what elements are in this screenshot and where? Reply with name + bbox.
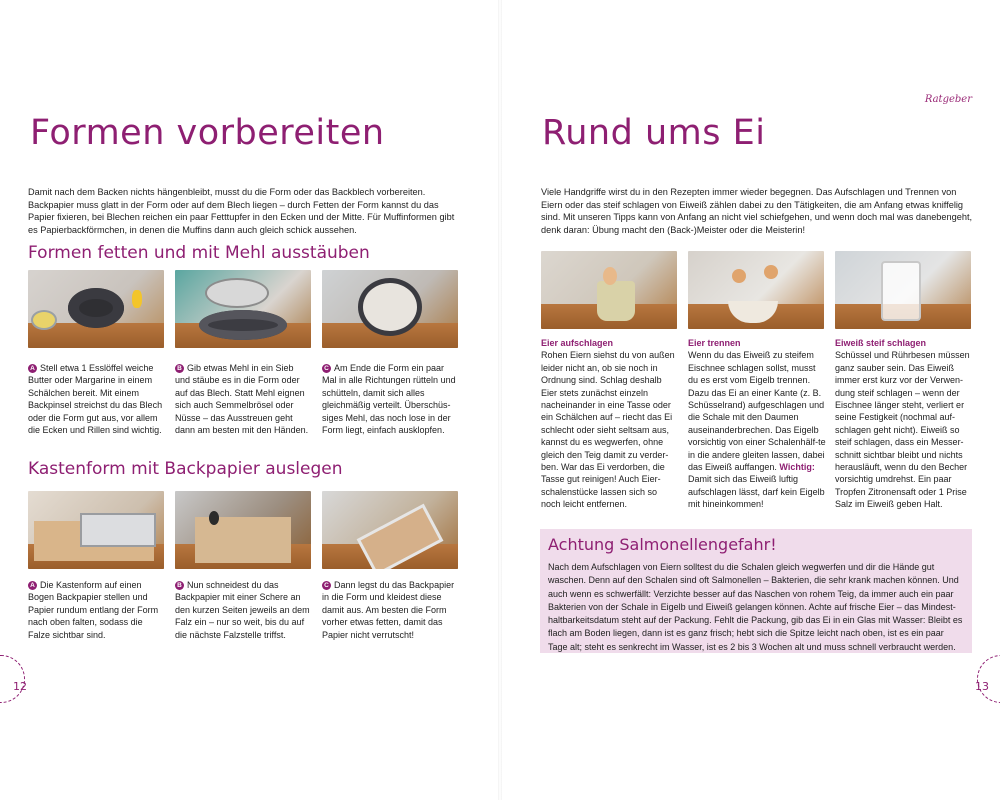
loaf-pan-shape (80, 513, 156, 547)
page-corner-arc-left (0, 655, 25, 703)
photo-sifting-flour (175, 270, 311, 348)
step-text-fetten-c (322, 362, 458, 436)
running-head: Ratgeber (924, 94, 972, 105)
important-label: Wichtig: (779, 462, 815, 473)
step-text-kasten-b (175, 579, 311, 641)
eggshell-shape (732, 269, 746, 283)
egg-step-title: Eiweiß steif schlagen (835, 338, 927, 348)
step-text-kasten-c (322, 579, 458, 641)
warning-title: Achtung Salmonellengefahr! (548, 535, 777, 554)
butter-bowl-shape (31, 310, 57, 330)
step-text: Die Kastenform auf einen Bogen Backpapier stellen und Papier rundum entlang der Form nach oben falten, sodass die Falze sichtbar sind. (28, 580, 159, 640)
lined-loaf-pan-shape (357, 504, 444, 569)
salmonella-warning-box (540, 529, 972, 653)
important-text: Damit sich das Eiweiß luftig aufschlagen lässt, darf kein Eigelb mit hineinkommen! (688, 474, 825, 510)
step-badge: B (175, 581, 184, 590)
section-heading-fetten: Formen fetten und mit Mehl ausstäuben (28, 243, 370, 263)
photo-cracking-egg (541, 251, 677, 329)
egg-step-title: Eier trennen (688, 338, 741, 348)
step-text-fetten-a (28, 362, 164, 436)
photo-loaf-pan-paper (28, 491, 164, 569)
step-badge: C (322, 364, 331, 373)
step-badge: B (175, 364, 184, 373)
step-text: Nun schneidest du das Backpapier mit einer Schere an den kurzen Seiten jeweils an dem Falz ein – nur so weit, bis du auf die nächste Falzstelle triffst. (175, 580, 310, 640)
right-page-number: 13 (975, 680, 989, 693)
page-corner-arc-right (977, 655, 1000, 703)
floured-pan-shape (358, 278, 422, 336)
section-heading-kastenform: Kastenform mit Backpapier auslegen (28, 459, 343, 479)
egg-step-text: Rohen Eiern siehst du von außen leider nicht an, ob sie noch in Ordnung sind. Schlag deshalb Eier stets zunächst einzeln nacheinander in eine Tasse oder ein Schälchen auf – riecht das Ei schlecht oder sieht seltsam aus, kannst du es wegwerfen, ohne gleich den Teig damit zu verder-ben. War das Ei verdorben, die Tasse gut reinigen! Auch Eier-schalenstücke lassen sich so noch leicht entfernen. (541, 350, 675, 510)
step-badge: A (28, 581, 37, 590)
left-page-number: 12 (13, 680, 27, 693)
egg-step-aufschlagen (541, 337, 679, 511)
step-text: Gib etwas Mehl in ein Sieb und stäube es in die Form oder auf das Blech. Statt Mehl eignen sich auch Semmelbrösel oder Nüsse – das Ausstreuen geht dann am besten mit den Händen. (175, 363, 309, 436)
bundt-pan-shape (199, 310, 287, 340)
book-gutter (498, 0, 502, 800)
step-text-kasten-a (28, 579, 164, 641)
bundt-pan-shape (68, 288, 124, 328)
left-intro: Damit nach dem Backen nichts hängenbleibt, musst du die Form oder das Backblech vorbereiten. Backpapier muss glatt in der Form oder auf dem Blech liegen – durch Fetten der Form kannst du das Papier fixieren, bei Blechen reichen ein paar Fetttupfer in den Ecken und der Mitte. Für Muffinformen gibt es Papierbackförmchen, in denen die Muffins dann auch gleich schick aussehen. (28, 187, 455, 236)
photo-lining-pan (322, 491, 458, 569)
photo-cutting-paper (175, 491, 311, 569)
sieve-shape (205, 278, 269, 308)
brush-shape (132, 290, 142, 308)
bowl-shape (728, 301, 778, 323)
egg-step-title: Eier aufschlagen (541, 338, 614, 348)
egg-step-steif (835, 337, 973, 511)
step-badge: A (28, 364, 37, 373)
left-page-title: Formen vorbereiten (30, 113, 385, 153)
step-badge: C (322, 581, 331, 590)
step-text: Dann legst du das Backpapier in die Form und kleidest diese damit aus. Am besten die Form vorher etwas fetten, damit das Papier nicht verrutscht! (322, 580, 455, 640)
warning-text: Nach dem Aufschlagen von Eiern solltest du die Schalen gleich wegwerfen und dir die Hände gut waschen. Denn auf den Schalen sind oft Salmonellen – Bakterien, die sehr krank machen können. Und auch wenn es schwerfällt: Verzichte besser auf das Naschen von rohem Teig, da immer auch ein paar Bakterien von der Schale in Eigelb und Eiweiß gelangen können. Achte auf frische Eier – das Mindest-haltbarkeitsdatum steht auf der Packung. Fehlt die Packung, gib das Ei in ein Glas mit Wasser: Bleibt es flach am Boden liegen, dann ist es ganz frisch; hebt sich die Spitze leicht nach oben, ist es ein paar Tage alt; steht es senkrecht im Wasser, ist es 2 bis 3 Wochen alt und muss schnell verbraucht werden. (548, 562, 963, 652)
photo-shaking-pan (322, 270, 458, 348)
right-page-title: Rund ums Ei (542, 113, 766, 153)
step-text: Stell etwa 1 Esslöffel weiche Butter oder Margarine in einem Schälchen bereit. Mit einem Backpinsel streichst du das Blech oder die Form gut aus, vor allem die Ecken und Rillen sind wichtig. (28, 363, 163, 436)
egg-step-trennen (688, 337, 826, 511)
egg-step-text: Schüssel und Rührbesen müssen ganz sauber sein. Das Eiweiß immer erst kurz vor der Verwen-dung steif schlagen – wenn der Eischnee länger steht, verliert er seine Festigkeit (nochmal auf-schlagen geht nicht). Eiweiß so steif schlagen, dass ein Messer-schnitt sichtbar bleibt und nichts herausläuft, wenn du den Becher vorsichtig umdrehst. Ein paar Tropfen Zitronensaft oder 1 Prise Salz im Eiweiß geben Halt. (835, 350, 970, 510)
egg-step-text: Wenn du das Eiweiß zu steifem Eischnee schlagen sollst, musst du es erst vom Eigelb trennen. Dazu das Ei an einer Kante (z. B. Schüsselrand) aufgeschlagen und die Schale mit den Daumen auseinanderbrechen. Das Eigelb vorsichtig von einer Schalenhälf-te in die andere gleiten lassen, dabei das Eiweiß auffangen. (688, 350, 826, 473)
step-text-fetten-b (175, 362, 311, 436)
cup-shape (597, 281, 635, 321)
egg-shape (603, 267, 617, 285)
photo-butter-brush (28, 270, 164, 348)
eggshell-shape (764, 265, 778, 279)
step-text: Am Ende die Form ein paar Mal in alle Richtungen rütteln und schütteln, damit sich alles gleichmäßig verteilt. Überschüs-siges Mehl, das noch lose in der Form liegt, einfach ausklopfen. (322, 363, 456, 436)
folded-paper-shape (195, 517, 291, 563)
right-intro: Viele Handgriffe wirst du in den Rezepten immer wieder begegnen. Das Aufschlagen und Trennen von Eiern oder das steif schlagen von Eiweiß zählen dabei zu den Tätigkeiten, die am Anfang etwas kniffelig sind. Mit unseren Tipps kann von Anfang an nicht viel schiefgehen, und wenn doch mal was danebengeht, denk daran: Übung macht den (Back-)Meister oder die Meisterin! (541, 187, 973, 236)
photo-separating-egg (688, 251, 824, 329)
photo-beating-egg-white (835, 251, 971, 329)
scissors-shape (209, 511, 219, 525)
beaker-shape (881, 261, 921, 321)
